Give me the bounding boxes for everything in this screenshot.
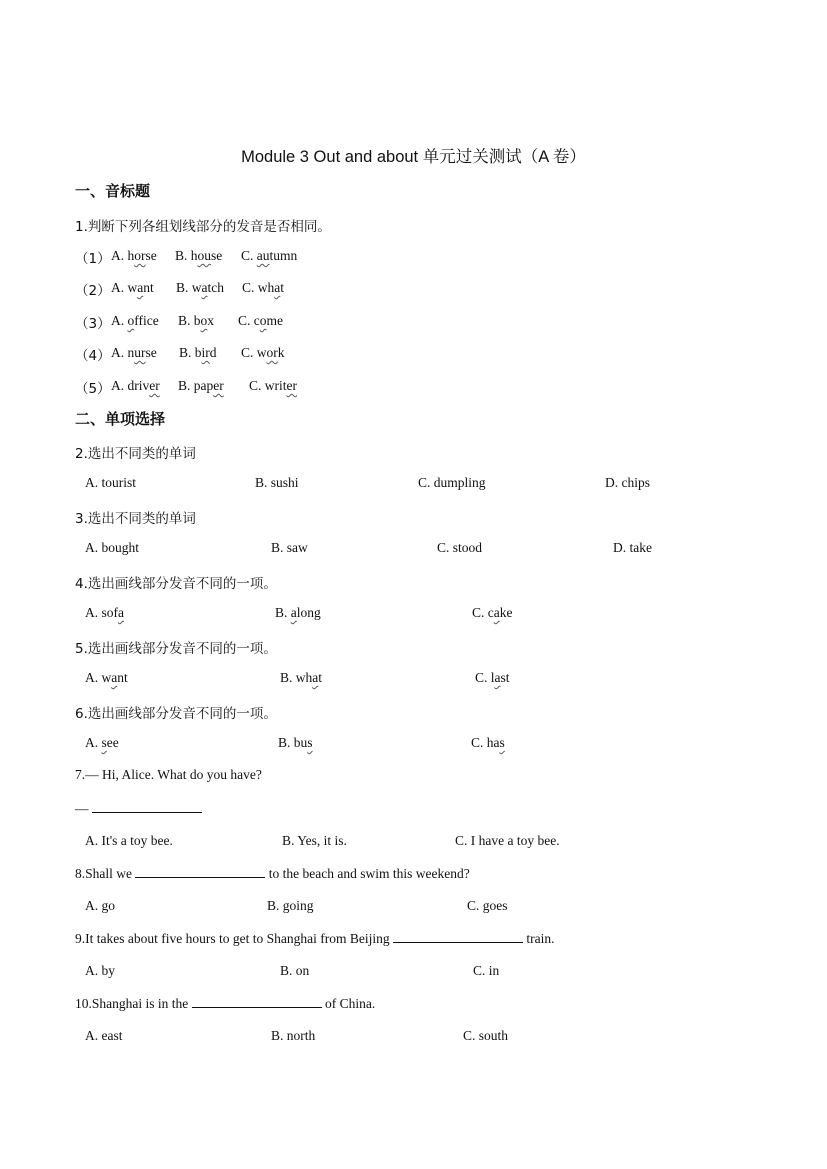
question-4-option-c[interactable]: C. cake: [472, 605, 513, 620]
section-heading-phonetics: 一、音标题: [75, 182, 151, 200]
answer-blank[interactable]: [393, 930, 523, 943]
question-3-option-c[interactable]: C. stood: [437, 540, 483, 555]
question-2-stem: 2.选出不同类的单词: [75, 446, 196, 462]
question-9-option-c[interactable]: C. in: [473, 963, 500, 978]
question-3-stem: 3.选出不同类的单词: [75, 511, 196, 527]
question-9-stem: 9.It takes about five hours to get to Shanghai from Beijing train.: [75, 931, 555, 946]
section-heading-choice: 二、单项选择: [75, 410, 166, 428]
question-2-option-d[interactable]: D. chips: [605, 475, 650, 490]
question-2-option-a[interactable]: A. tourist: [85, 475, 137, 490]
question-10-option-a[interactable]: A. east: [85, 1028, 123, 1043]
option-a[interactable]: A. nurse: [111, 345, 157, 360]
question-5-option-a[interactable]: A. want: [85, 670, 128, 685]
question-6-stem: 6.选出画线部分发音不同的一项。: [75, 706, 277, 722]
option-c[interactable]: C. autumn: [241, 248, 298, 263]
option-a[interactable]: A. want: [111, 280, 154, 295]
answer-blank[interactable]: [135, 865, 265, 878]
question-3-option-a[interactable]: A. bought: [85, 540, 139, 555]
question-2-option-b[interactable]: B. sushi: [255, 475, 299, 490]
question-9-option-a[interactable]: A. by: [85, 963, 115, 978]
question-10-option-b[interactable]: B. north: [271, 1028, 316, 1043]
option-c[interactable]: C. what: [242, 280, 285, 295]
group-number: （4）: [75, 348, 111, 364]
option-b[interactable]: B. box: [178, 313, 215, 328]
group-number: （3）: [75, 316, 111, 332]
option-c[interactable]: C. come: [238, 313, 283, 328]
question-8-stem: 8.Shall we to the beach and swim this weekend?: [75, 866, 470, 881]
question-7-option-c[interactable]: C. I have a toy bee.: [455, 833, 560, 848]
question-4-option-a[interactable]: A. sofa: [85, 605, 124, 620]
answer-blank[interactable]: [92, 800, 202, 813]
group-number: （2）: [75, 283, 111, 299]
question-5-option-c[interactable]: C. last: [475, 670, 510, 685]
option-c[interactable]: C. work: [241, 345, 285, 360]
question-7-option-a[interactable]: A. It's a toy bee.: [85, 833, 173, 848]
option-a[interactable]: A. driver: [111, 378, 160, 393]
group-number: （5）: [75, 381, 111, 397]
question-7-stem: 7.— Hi, Alice. What do you have?: [75, 767, 262, 782]
option-c[interactable]: C. writer: [249, 378, 298, 393]
question-8-option-c[interactable]: C. goes: [467, 898, 508, 913]
question-8-option-b[interactable]: B. going: [267, 898, 314, 913]
option-a[interactable]: A. horse: [111, 248, 157, 263]
question-10-stem: 10.Shanghai is in the of China.: [75, 996, 376, 1011]
question-5-option-b[interactable]: B. what: [280, 670, 323, 685]
question-6-option-c[interactable]: C. has: [471, 735, 505, 750]
question-8-option-a[interactable]: A. go: [85, 898, 115, 913]
answer-blank[interactable]: [192, 995, 322, 1008]
dash: —: [75, 801, 89, 816]
question-6-option-a[interactable]: A. see: [85, 735, 119, 750]
page-title: Module 3 Out and about 单元过关测试（A 卷）: [241, 148, 586, 166]
option-b[interactable]: B. house: [175, 248, 223, 263]
question-4-option-b[interactable]: B. along: [275, 605, 321, 620]
question-3-option-b[interactable]: B. saw: [271, 540, 308, 555]
question-4-stem: 4.选出画线部分发音不同的一项。: [75, 576, 277, 592]
option-b[interactable]: B. watch: [176, 280, 225, 295]
question-6-option-b[interactable]: B. bus: [278, 735, 313, 750]
group-number: （1）: [75, 251, 111, 267]
question-2-option-c[interactable]: C. dumpling: [418, 475, 486, 490]
question-7-option-b[interactable]: B. Yes, it is.: [282, 833, 347, 848]
question-5-stem: 5.选出画线部分发音不同的一项。: [75, 641, 277, 657]
option-b[interactable]: B. bird: [179, 345, 217, 360]
option-a[interactable]: A. office: [111, 313, 159, 328]
question-1-stem: 1.判断下列各组划线部分的发音是否相同。: [75, 219, 331, 235]
question-9-option-b[interactable]: B. on: [280, 963, 310, 978]
option-b[interactable]: B. paper: [178, 378, 224, 393]
question-3-option-d[interactable]: D. take: [613, 540, 652, 555]
question-7-reply-line: [75, 800, 202, 817]
question-10-option-c[interactable]: C. south: [463, 1028, 509, 1043]
